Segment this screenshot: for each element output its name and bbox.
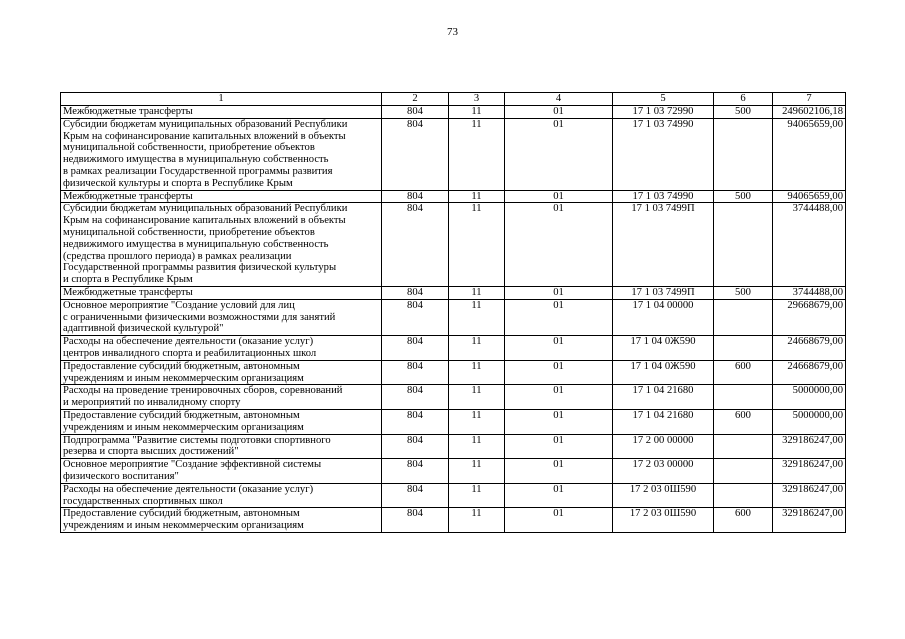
amount: 24668679,00 xyxy=(773,360,846,385)
column-header: 7 xyxy=(773,93,846,106)
row-name-line: с ограниченными физическими возможностями для занятий xyxy=(63,311,336,323)
column-header: 4 xyxy=(505,93,613,106)
row-name xyxy=(61,118,382,190)
row-name xyxy=(61,459,382,484)
subsection-code: 01 xyxy=(505,299,613,335)
table-row xyxy=(61,434,846,459)
target-article-code: 17 1 04 21680 xyxy=(613,409,714,434)
grbs-code: 804 xyxy=(382,385,449,410)
grbs-code: 804 xyxy=(382,508,449,533)
row-name xyxy=(61,190,382,203)
expense-type-code xyxy=(714,483,773,508)
row-name-line: учреждениям и иным некоммерческим организациям xyxy=(63,372,304,384)
column-header: 3 xyxy=(449,93,505,106)
grbs-code: 804 xyxy=(382,190,449,203)
amount: 3744488,00 xyxy=(773,286,846,299)
subsection-code: 01 xyxy=(505,434,613,459)
target-article-code: 17 1 04 00000 xyxy=(613,299,714,335)
subsection-code: 01 xyxy=(505,360,613,385)
row-name-line: Подпрограмма "Развитие системы подготовки спортивного xyxy=(63,434,331,446)
row-name xyxy=(61,299,382,335)
row-name-line: Крым на софинансирование капитальных вложений в объекты xyxy=(63,130,346,142)
row-name-line: Расходы на обеспечение деятельности (оказание услуг) xyxy=(63,483,314,495)
table-row xyxy=(61,409,846,434)
table-row xyxy=(61,190,846,203)
table-header-row xyxy=(61,93,846,106)
row-name-line: недвижимого имущества в муниципальную собственность xyxy=(63,154,329,166)
table-row xyxy=(61,299,846,335)
row-name-line: Расходы на обеспечение деятельности (оказание услуг) xyxy=(63,336,314,348)
target-article-code: 17 2 03 0Ш590 xyxy=(613,483,714,508)
target-article-code: 17 1 04 21680 xyxy=(613,385,714,410)
row-name-line: Межбюджетные трансферты xyxy=(63,286,193,298)
row-name-line: адаптивной физической культурой" xyxy=(63,323,224,335)
amount: 94065659,00 xyxy=(773,118,846,190)
grbs-code: 804 xyxy=(382,336,449,361)
row-name xyxy=(61,483,382,508)
table-row xyxy=(61,459,846,484)
row-name xyxy=(61,385,382,410)
table-row xyxy=(61,508,846,533)
subsection-code: 01 xyxy=(505,508,613,533)
target-article-code: 17 1 03 7499П xyxy=(613,286,714,299)
column-header: 5 xyxy=(613,93,714,106)
amount: 249602106,18 xyxy=(773,106,846,119)
expense-type-code: 600 xyxy=(714,508,773,533)
target-article-code: 17 2 03 00000 xyxy=(613,459,714,484)
table-row xyxy=(61,118,846,190)
row-name-line: Предоставление субсидий бюджетным, автономным xyxy=(63,360,300,372)
row-name xyxy=(61,106,382,119)
page-number: 73 xyxy=(447,26,458,38)
grbs-code: 804 xyxy=(382,118,449,190)
amount: 29668679,00 xyxy=(773,299,846,335)
target-article-code: 17 1 03 72990 xyxy=(613,106,714,119)
amount: 24668679,00 xyxy=(773,336,846,361)
amount: 329186247,00 xyxy=(773,434,846,459)
table-row xyxy=(61,203,846,287)
column-header: 2 xyxy=(382,93,449,106)
subsection-code: 01 xyxy=(505,409,613,434)
amount: 329186247,00 xyxy=(773,459,846,484)
row-name-line: Межбюджетные трансферты xyxy=(63,190,193,202)
table-row xyxy=(61,336,846,361)
row-name-line: Предоставление субсидий бюджетным, автономным xyxy=(63,508,300,520)
expense-type-code xyxy=(714,203,773,287)
expense-type-code xyxy=(714,299,773,335)
row-name-line: и мероприятий по инвалидному спорту xyxy=(63,397,241,409)
expense-type-code: 500 xyxy=(714,190,773,203)
section-code: 11 xyxy=(449,409,505,434)
target-article-code: 17 1 03 74990 xyxy=(613,118,714,190)
row-name-line: Предоставление субсидий бюджетным, автономным xyxy=(63,409,300,421)
row-name-line: Субсидии бюджетам муниципальных образований Республики xyxy=(63,118,348,130)
section-code: 11 xyxy=(449,190,505,203)
expense-type-code: 600 xyxy=(714,360,773,385)
section-code: 11 xyxy=(449,360,505,385)
row-name-line: и спорта в Республике Крым xyxy=(63,274,193,286)
row-name-line: резерва и спорта высших достижений" xyxy=(63,446,239,458)
target-article-code: 17 1 04 0Ж590 xyxy=(613,336,714,361)
row-name-line: муниципальной собственности, приобретение объектов xyxy=(63,142,315,154)
expense-type-code: 500 xyxy=(714,106,773,119)
section-code: 11 xyxy=(449,118,505,190)
table-row xyxy=(61,286,846,299)
subsection-code: 01 xyxy=(505,203,613,287)
grbs-code: 804 xyxy=(382,409,449,434)
section-code: 11 xyxy=(449,508,505,533)
row-name xyxy=(61,360,382,385)
subsection-code: 01 xyxy=(505,286,613,299)
row-name xyxy=(61,203,382,287)
expense-type-code: 500 xyxy=(714,286,773,299)
row-name-line: физической культуры и спорта в Республике Крым xyxy=(63,177,293,189)
amount: 5000000,00 xyxy=(773,385,846,410)
subsection-code: 01 xyxy=(505,483,613,508)
section-code: 11 xyxy=(449,336,505,361)
section-code: 11 xyxy=(449,385,505,410)
column-header: 1 xyxy=(61,93,382,106)
subsection-code: 01 xyxy=(505,118,613,190)
row-name-line: учреждениям и иным некоммерческим организациям xyxy=(63,421,304,433)
row-name xyxy=(61,508,382,533)
target-article-code: 17 1 04 0Ж590 xyxy=(613,360,714,385)
table-row xyxy=(61,385,846,410)
expense-type-code xyxy=(714,459,773,484)
section-code: 11 xyxy=(449,286,505,299)
amount: 329186247,00 xyxy=(773,508,846,533)
row-name xyxy=(61,336,382,361)
section-code: 11 xyxy=(449,106,505,119)
subsection-code: 01 xyxy=(505,106,613,119)
grbs-code: 804 xyxy=(382,203,449,287)
table-row xyxy=(61,360,846,385)
grbs-code: 804 xyxy=(382,459,449,484)
expense-type-code: 600 xyxy=(714,409,773,434)
row-name-line: Основное мероприятие "Создание условий для лиц xyxy=(63,299,295,311)
section-code: 11 xyxy=(449,434,505,459)
row-name-line: Крым на софинансирование капитальных вложений в объекты xyxy=(63,215,346,227)
row-name xyxy=(61,434,382,459)
expense-type-code xyxy=(714,434,773,459)
target-article-code: 17 1 03 74990 xyxy=(613,190,714,203)
expense-type-code xyxy=(714,336,773,361)
row-name xyxy=(61,286,382,299)
table-row xyxy=(61,483,846,508)
row-name-line: физического воспитания" xyxy=(63,470,179,482)
row-name-line: центров инвалидного спорта и реабилитационных школ xyxy=(63,347,317,359)
row-name-line: государственных спортивных школ xyxy=(63,495,223,507)
expense-type-code xyxy=(714,385,773,410)
row-name-line: Основное мероприятие "Создание эффективной системы xyxy=(63,459,322,471)
grbs-code: 804 xyxy=(382,299,449,335)
grbs-code: 804 xyxy=(382,434,449,459)
row-name-line: муниципальной собственности, приобретение объектов xyxy=(63,226,315,238)
row-name-line: Расходы на проведение тренировочных сборов, соревнований xyxy=(63,385,343,397)
column-header: 6 xyxy=(714,93,773,106)
row-name-line: Государственной программы развития физической культуры xyxy=(63,262,337,274)
row-name-line: в рамках реализации Государственной программы развития xyxy=(63,165,333,177)
amount: 3744488,00 xyxy=(773,203,846,287)
grbs-code: 804 xyxy=(382,106,449,119)
table-row xyxy=(61,106,846,119)
section-code: 11 xyxy=(449,203,505,287)
amount: 329186247,00 xyxy=(773,483,846,508)
target-article-code: 17 2 03 0Ш590 xyxy=(613,508,714,533)
subsection-code: 01 xyxy=(505,385,613,410)
expense-type-code xyxy=(714,118,773,190)
grbs-code: 804 xyxy=(382,360,449,385)
subsection-code: 01 xyxy=(505,190,613,203)
row-name-line: Межбюджетные трансферты xyxy=(63,106,193,117)
target-article-code: 17 1 03 7499П xyxy=(613,203,714,287)
row-name-line: недвижимого имущества в муниципальную собственность xyxy=(63,238,329,250)
target-article-code: 17 2 00 00000 xyxy=(613,434,714,459)
amount: 5000000,00 xyxy=(773,409,846,434)
section-code: 11 xyxy=(449,459,505,484)
section-code: 11 xyxy=(449,299,505,335)
row-name xyxy=(61,409,382,434)
row-name-line: Субсидии бюджетам муниципальных образований Республики xyxy=(63,203,348,215)
section-code: 11 xyxy=(449,483,505,508)
budget-table xyxy=(60,92,846,533)
grbs-code: 804 xyxy=(382,286,449,299)
subsection-code: 01 xyxy=(505,459,613,484)
grbs-code: 804 xyxy=(382,483,449,508)
subsection-code: 01 xyxy=(505,336,613,361)
row-name-line: учреждениям и иным некоммерческим организациям xyxy=(63,520,304,532)
row-name-line: (средства прошлого периода) в рамках реализации xyxy=(63,250,292,262)
amount: 94065659,00 xyxy=(773,190,846,203)
